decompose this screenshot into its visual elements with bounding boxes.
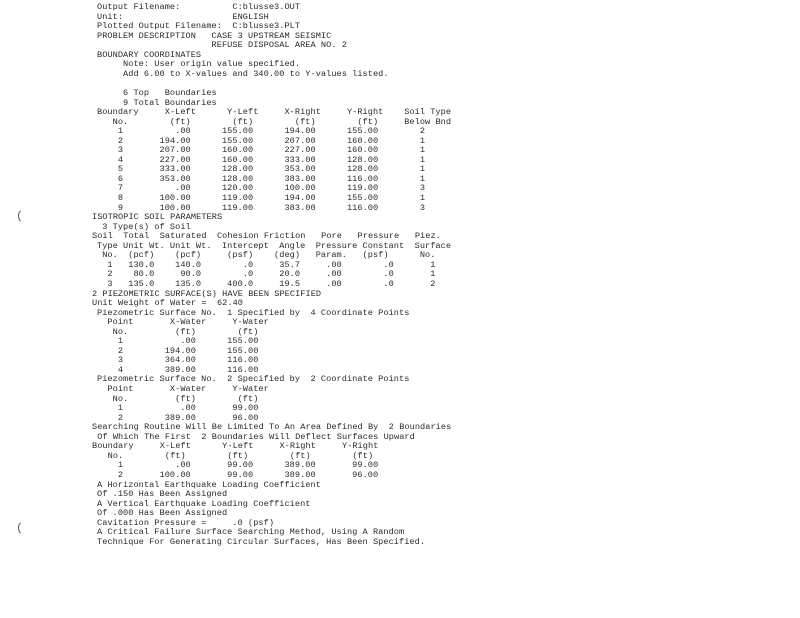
text-line: REFUSE DISPOSAL AREA NO. 2 <box>97 40 347 51</box>
text-line: Searching Routine Will Be Limited To An Area Defined By 2 Boundaries <box>92 422 452 433</box>
text-line: 1 .00 155.00 <box>97 336 259 347</box>
text-line: 2 80.0 90.0 .0 20.0 .00 .0 1 <box>97 269 436 280</box>
text-line: 1 .00 99.00 <box>97 403 259 414</box>
text-line: 1 .00 99.00 389.00 99.00 <box>97 460 379 471</box>
text-line: 6 353.00 128.00 383.00 116.00 1 <box>97 173 426 184</box>
text-line: Output Filename: C:blusse3.OUT <box>97 2 301 12</box>
text-line: Note: User origin value specified. <box>97 59 301 70</box>
text-line: 6 Top Boundaries <box>97 87 217 98</box>
hole-punch-mark <box>18 208 33 224</box>
text-line: 5 333.00 128.00 353.00 128.00 1 <box>97 164 426 175</box>
text-line: Unit Weight of Water = 62.40 <box>92 298 244 309</box>
text-line: 9 100.00 119.00 383.00 116.00 3 <box>97 202 426 213</box>
text-line: Boundary X-Left Y-Left X-Right Y-Right <box>92 441 379 452</box>
text-line: Point X-Water Y-Water <box>97 317 269 328</box>
text-line: No. (pcf) (pcf) (psf) (deg) Param. (psf) No. <box>97 250 436 261</box>
text-line: 3 135.0 135.0 400.0 19.5 .00 .0 2 <box>97 278 436 289</box>
text-line: Plotted Output Filename: C:blusse3.PLT <box>97 21 301 32</box>
text-line: 2 194.00 155.00 <box>97 345 259 356</box>
text-line: Unit: ENGLISH <box>97 11 269 22</box>
text-line: 3 Type(s) of Soil <box>97 221 191 232</box>
text-line: A Vertical Earthquake Loading Coefficient <box>97 498 311 509</box>
text-line: ISOTROPIC SOIL PARAMETERS <box>92 212 223 223</box>
text-line: Boundary X-Left Y-Left X-Right Y-Right Soil Type <box>97 107 452 118</box>
text-line: 4 389.00 116.00 <box>97 364 259 375</box>
text-line: Piezometric Surface No. 1 Specified by 4 Coordinate Points <box>97 307 410 318</box>
text-line: BOUNDARY COORDINATES <box>97 49 202 60</box>
text-line: PROBLEM DESCRIPTION CASE 3 UPSTREAM SEISMIC <box>97 30 332 41</box>
text-line: Type Unit Wt. Unit Wt. Intercept Angle Pressure Constant Surface <box>97 240 452 251</box>
text-line: 2 100.00 99.00 389.00 96.00 <box>97 469 379 480</box>
text-line: 3 364.00 116.00 <box>97 355 259 366</box>
text-line: Soil Total Saturated Cohesion Friction Pore Pressure Piez. <box>92 231 441 242</box>
text-line: Point X-Water Y-Water <box>97 384 269 394</box>
text-line: No. (ft) (ft) (ft) (ft) <box>92 450 374 461</box>
text-line: A Horizontal Earthquake Loading Coefficient <box>97 479 321 490</box>
text-line: Piezometric Surface No. 2 Specified by 2 Coordinate Points <box>97 374 410 385</box>
text-line: Technique For Generating Circular Surfaces, Has Been Specified. <box>97 536 426 547</box>
text-line: Of .000 Has Been Assigned <box>97 508 228 519</box>
text-line: 8 100.00 119.00 194.00 155.00 1 <box>97 193 426 203</box>
text-line: 2 PIEZOMETRIC SURFACE(S) HAVE BEEN SPECIFIED <box>92 288 322 299</box>
text-line: 1 130.0 140.0 .0 35.7 .00 .0 1 <box>97 259 436 270</box>
text-line: 9 Total Boundaries <box>97 97 217 108</box>
text-line: Cavitation Pressure = .0 (psf) <box>97 517 275 528</box>
text-line: Of Which The First 2 Boundaries Will Deflect Surfaces Upward <box>92 431 415 442</box>
text-line: No. (ft) (ft) (ft) (ft) Below Bnd <box>97 116 452 127</box>
text-line: 2 194.00 155.00 207.00 160.00 1 <box>97 135 426 146</box>
text-line: No. (ft) (ft) <box>97 326 259 337</box>
text-line: 3 207.00 160.00 227.00 160.00 1 <box>97 145 426 156</box>
text-line: 1 .00 155.00 194.00 155.00 2 <box>97 126 426 137</box>
text-line: 4 227.00 160.00 333.00 128.00 1 <box>97 154 426 165</box>
hole-punch-mark <box>18 520 33 536</box>
text-line: No. (ft) (ft) <box>97 393 259 404</box>
text-line: 7 .00 120.00 100.00 119.00 3 <box>97 183 426 194</box>
text-line: A Critical Failure Surface Searching Method, Using A Random <box>97 527 405 538</box>
text-line: Of .150 Has Been Assigned <box>97 489 228 500</box>
text-line: Add 6.00 to X-values and 340.00 to Y-values listed. <box>97 68 389 79</box>
text-line: 2 389.00 96.00 <box>97 412 259 423</box>
